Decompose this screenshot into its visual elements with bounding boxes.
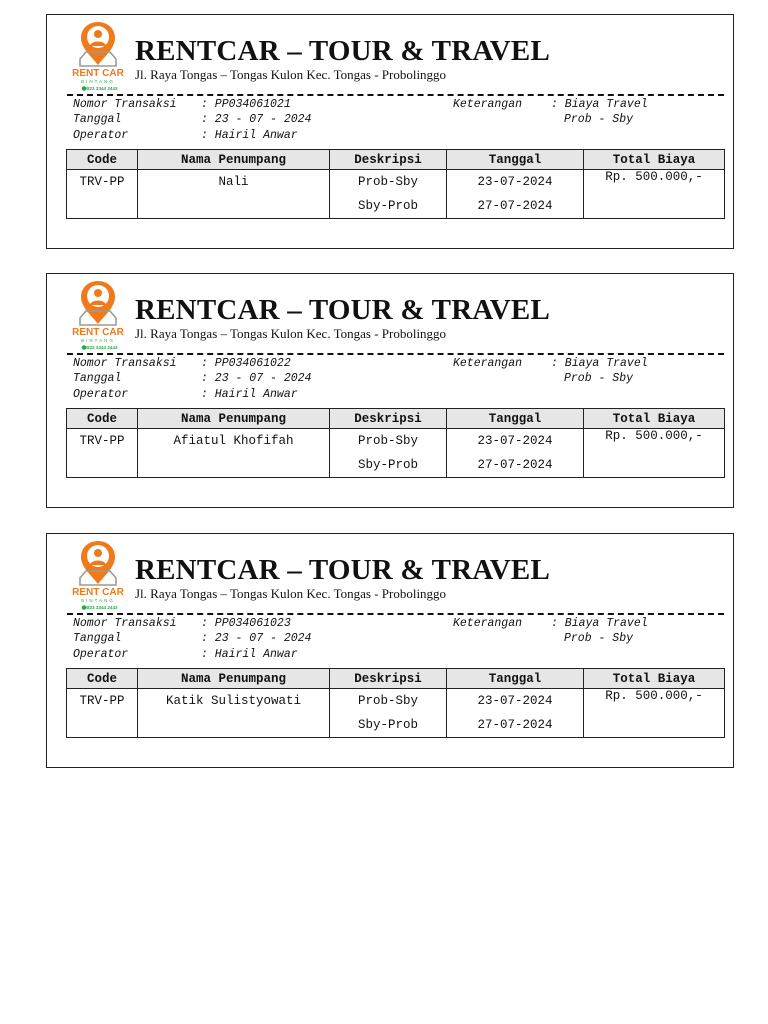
- transaction-table: [66, 149, 725, 219]
- label-nomor-transaksi: Nomor Transaksi: [73, 98, 177, 111]
- header-deskripsi: Deskripsi: [330, 669, 447, 689]
- value-nomor-transaksi: : PP034061022: [201, 357, 291, 370]
- dashed-divider: [67, 353, 724, 355]
- value-keterangan-route: Prob - Sby: [564, 372, 634, 385]
- cell-nama: Afiatul Khofifah: [138, 429, 330, 478]
- header-total-biaya: Total Biaya: [584, 669, 725, 689]
- company-title: RENTCAR – TOUR & TRAVEL: [135, 294, 550, 326]
- header-total-biaya: Total Biaya: [584, 409, 725, 429]
- table-header-row: [67, 150, 725, 170]
- table-header-row: [67, 669, 725, 689]
- header-deskripsi: Deskripsi: [330, 409, 447, 429]
- rentcar-logo: [67, 19, 129, 97]
- logo-phone: 0823 3344 2443: [84, 86, 118, 91]
- logo-wordmark: RENT CAR: [72, 587, 124, 598]
- transaction-table: [66, 408, 725, 478]
- header-tanggal: Tanggal: [447, 409, 584, 429]
- cell-tanggal: 23-07-2024 27-07-2024: [447, 429, 584, 478]
- value-keterangan: : Biaya Travel: [551, 357, 648, 370]
- label-keterangan: Keterangan: [453, 98, 523, 111]
- label-nomor-transaksi: Nomor Transaksi: [73, 357, 177, 370]
- company-address: Jl. Raya Tongas – Tongas Kulon Kec. Tongas - Probolinggo: [135, 326, 447, 341]
- value-nomor-transaksi: : PP034061023: [201, 617, 291, 630]
- table-row: [67, 429, 725, 478]
- dashed-divider: [67, 94, 724, 96]
- table-row: [67, 170, 725, 219]
- value-keterangan-route: Prob - Sby: [564, 113, 634, 126]
- rentcar-logo: [67, 278, 129, 356]
- value-tanggal: : 23 - 07 - 2024: [201, 113, 312, 126]
- cell-total-biaya: Rp. 500.000,-: [584, 689, 725, 738]
- cell-code: TRV-PP: [67, 429, 138, 478]
- header-tanggal: Tanggal: [447, 150, 584, 170]
- label-tanggal: Tanggal: [73, 372, 122, 385]
- value-keterangan: : Biaya Travel: [551, 617, 648, 630]
- logo-wordmark: RENT CAR: [72, 68, 124, 79]
- cell-deskripsi: Prob-Sby Sby-Prob: [330, 689, 447, 738]
- company-address: Jl. Raya Tongas – Tongas Kulon Kec. Tongas - Probolinggo: [135, 586, 447, 601]
- cell-tanggal: 23-07-2024 27-07-2024: [447, 170, 584, 219]
- receipt-1: [46, 14, 734, 249]
- receipt-2: [46, 273, 734, 508]
- label-operator: Operator: [73, 648, 129, 661]
- value-nomor-transaksi: : PP034061021: [201, 98, 291, 111]
- dashed-divider: [67, 613, 724, 615]
- company-address: Jl. Raya Tongas – Tongas Kulon Kec. Tongas - Probolinggo: [135, 67, 447, 82]
- label-keterangan: Keterangan: [453, 617, 523, 630]
- value-operator: : Hairil Anwar: [201, 129, 298, 142]
- header-nama-penumpang: Nama Penumpang: [138, 669, 330, 689]
- header-code: Code: [67, 150, 138, 170]
- header-total-biaya: Total Biaya: [584, 150, 725, 170]
- transaction-table: [66, 668, 725, 738]
- header-code: Code: [67, 409, 138, 429]
- label-operator: Operator: [73, 388, 129, 401]
- receipt-3: [46, 533, 734, 768]
- header-nama-penumpang: Nama Penumpang: [138, 409, 330, 429]
- value-operator: : Hairil Anwar: [201, 388, 298, 401]
- cell-tanggal: 23-07-2024 27-07-2024: [447, 689, 584, 738]
- table-row: [67, 689, 725, 738]
- cell-nama: Katik Sulistyowati: [138, 689, 330, 738]
- logo-phone: 0823 3344 2443: [84, 345, 118, 350]
- company-title: RENTCAR – TOUR & TRAVEL: [135, 35, 550, 67]
- logo-wordmark: RENT CAR: [72, 327, 124, 338]
- label-tanggal: Tanggal: [73, 632, 122, 645]
- table-header-row: [67, 409, 725, 429]
- value-operator: : Hairil Anwar: [201, 648, 298, 661]
- header-tanggal: Tanggal: [447, 669, 584, 689]
- value-tanggal: : 23 - 07 - 2024: [201, 372, 312, 385]
- cell-code: TRV-PP: [67, 170, 138, 219]
- logo-subtext: BINTANG: [81, 598, 115, 603]
- label-operator: Operator: [73, 129, 129, 142]
- value-keterangan-route: Prob - Sby: [564, 632, 634, 645]
- header-nama-penumpang: Nama Penumpang: [138, 150, 330, 170]
- cell-code: TRV-PP: [67, 689, 138, 738]
- logo-subtext: BINTANG: [81, 79, 115, 84]
- header-code: Code: [67, 669, 138, 689]
- cell-deskripsi: Prob-Sby Sby-Prob: [330, 429, 447, 478]
- header-deskripsi: Deskripsi: [330, 150, 447, 170]
- label-tanggal: Tanggal: [73, 113, 122, 126]
- cell-total-biaya: Rp. 500.000,-: [584, 429, 725, 478]
- logo-subtext: BINTANG: [81, 338, 115, 343]
- cell-nama: Nali: [138, 170, 330, 219]
- cell-total-biaya: Rp. 500.000,-: [584, 170, 725, 219]
- company-title: RENTCAR – TOUR & TRAVEL: [135, 554, 550, 586]
- rentcar-logo: [67, 538, 129, 616]
- value-tanggal: : 23 - 07 - 2024: [201, 632, 312, 645]
- logo-phone: 0823 3344 2443: [84, 605, 118, 610]
- value-keterangan: : Biaya Travel: [551, 98, 648, 111]
- cell-deskripsi: Prob-Sby Sby-Prob: [330, 170, 447, 219]
- label-nomor-transaksi: Nomor Transaksi: [73, 617, 177, 630]
- label-keterangan: Keterangan: [453, 357, 523, 370]
